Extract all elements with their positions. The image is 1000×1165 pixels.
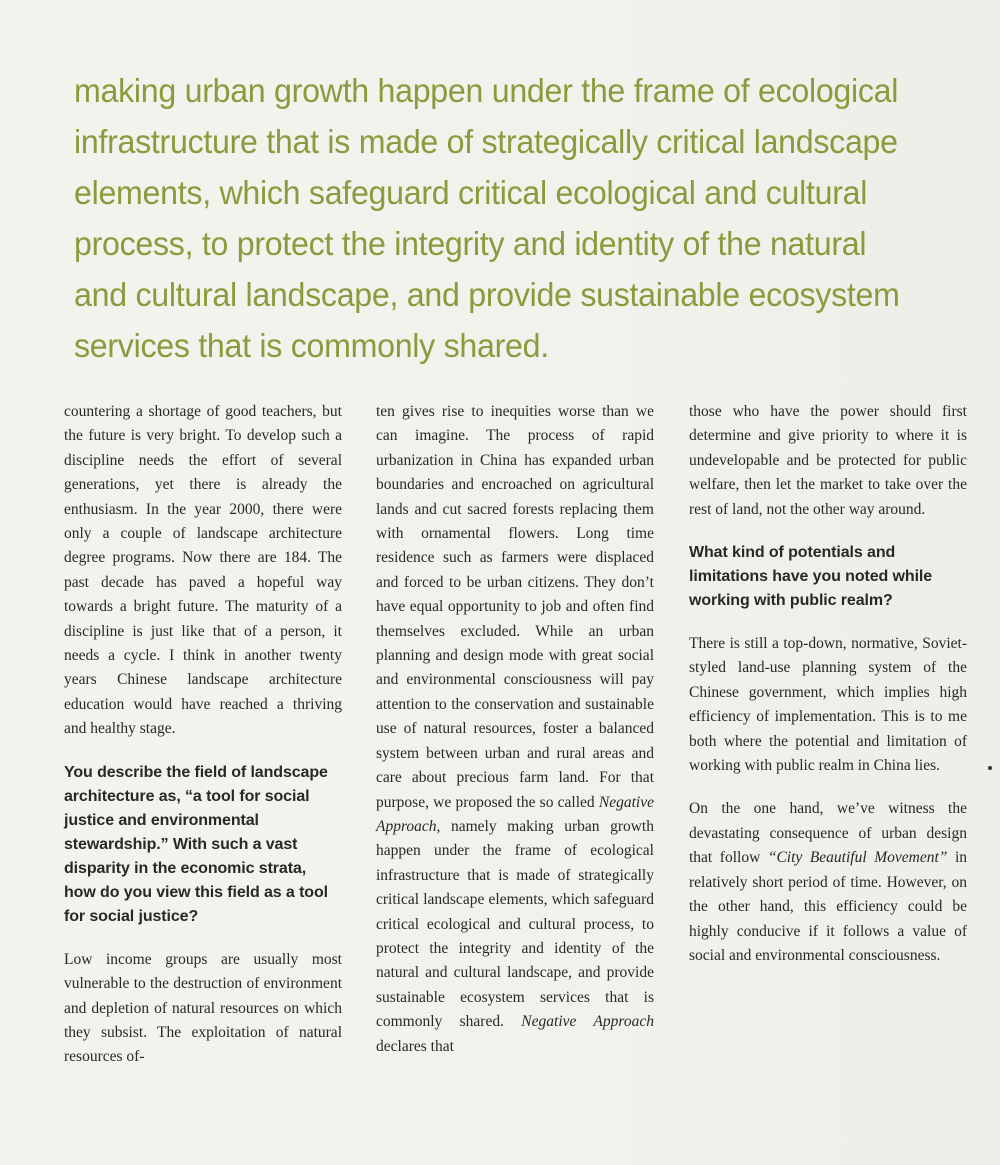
ink-speck bbox=[988, 766, 992, 770]
paragraph bbox=[689, 797, 967, 968]
interview-question: You describe the field of landscape architecture as, “a tool for social justice and environmental stewardship.” With such a vast disparity in the economic strata, how do you view this field as a tool for social justice? bbox=[64, 763, 328, 925]
pull-quote: making urban growth happen under the frame of ecological infrastructure that is made of strategically critical landscape elements, which safeguard critical ecological and cultural process, to protect the integrity and identity of the natural and cultural landscape, and provide sustainable ecosystem services that is commonly shared. bbox=[74, 73, 900, 365]
text-run: declares that bbox=[376, 1037, 454, 1055]
paragraph bbox=[376, 400, 654, 1059]
emphasis: “City Beautiful Movement” bbox=[767, 849, 948, 867]
text-run: namely making urban growth happen under the frame of ecological infrastructure that is made of strategically critical landscape elements, which safeguard critical ecological and cultural process, to protect the integrity and identity of the natural and cultural landscape, and provide sustainable ecosystem services that is commonly shared. bbox=[376, 817, 654, 1031]
emphasis: Negative Approach bbox=[521, 1013, 654, 1031]
text-run: ten gives rise to inequities worse than we can imagine. The process of rapid urbanization in China has expanded urban boundaries and encroached on agricultural lands and cut sacred forests replacing them with ornamental flowers. Long time residence such as farmers were displaced and forced to be urban citizens. They don’t have equal opportunity to job and often find themselves excluded. While an urban planning and design mode with great social and environmental consciousness will pay attention to the conservation and sustainable use of natural resources, foster a balanced system between urban and rural areas and care about precious farm land. For that purpose, we proposed the so called bbox=[376, 403, 654, 811]
interview-question: What kind of potentials and limitations have you noted while working with public realm? bbox=[689, 544, 933, 610]
text-run: in relatively short period of time. However, on the other hand, this efficiency could be highly conducive if it follows a value of social and environmental consciousness. bbox=[689, 849, 968, 964]
column-2 bbox=[376, 400, 654, 1078]
column-3 bbox=[689, 400, 967, 987]
text-run: On the one hand, we’ve witness the devastating consequence of urban design that follow bbox=[689, 800, 967, 867]
emphasis: Negative Approach, bbox=[376, 793, 654, 835]
paragraph: Low income groups are usually most vulnerable to the destruction of environment and depletion of natural resources on which they subsist. The exploitation of natural resources of- bbox=[64, 950, 342, 1066]
paragraph: countering a shortage of good teachers, but the future is very bright. To develop such a discipline needs the effort of several generations, yet there is already the enthusiasm. In the year 2000, there were only a couple of landscape architecture degree programs. Now there are 184. The past decade has paved a hopeful way towards a bright future. The maturity of a discipline is just like that of a person, it needs a cycle. I think in another twenty years Chinese landscape architecture education would have reached a thriving and healthy stage. bbox=[64, 403, 342, 738]
column-1 bbox=[64, 400, 342, 1089]
paragraph: There is still a top-down, normative, Soviet-styled land-use planning system of the Chinese government, which implies high efficiency of implementation. This is to me both where the potential and limitation of working with public realm in China lies. bbox=[689, 635, 967, 775]
paragraph: those who have the power should first determine and give priority to where it is undevelopable and be protected for public welfare, then let the market to take over the rest of land, not the other way around. bbox=[689, 403, 967, 518]
